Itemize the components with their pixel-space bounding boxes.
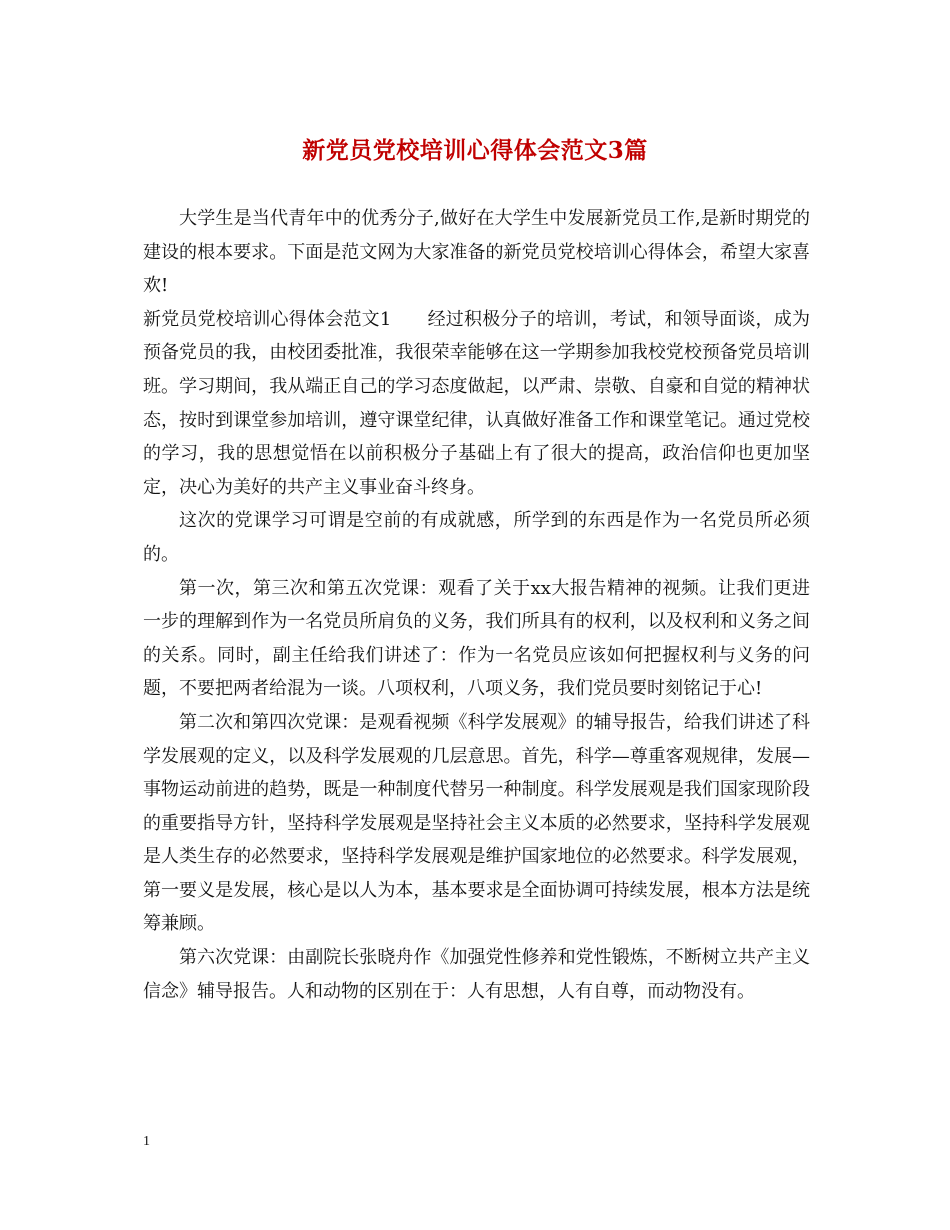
page-number: 1 [143, 1134, 150, 1149]
paragraph-2: 第一次，第三次和第五次党课：观看了关于xx大报告精神的视频。让我们更进一步的理解到作为一名党员所肩负的义务，我们所具有的权利，以及权利和义务之间的关系。同时，副主任给我们讲述了：作为一名党员应该如何把握权利与义务的问题，不要把两者给混为一谈。八项权利，八项义务，我们党员要时刻铭记于心! [143, 577, 810, 700]
paragraph-3: 第二次和第四次党课：是观看视频《科学发展观》的辅导报告，给我们讲述了科学发展观的定义，以及科学发展观的几层意思。首先，科学—尊重客观规律，发展—事物运动前进的趋势，既是一种制度代替另一种制度。科学发展观是我们国家现阶段的重要指导方针，坚持科学发展观是坚持社会主义本质的必然要求，坚持科学发展观是人类生存的必然要求，坚持科学发展观是维护国家地位的必然要求。科学发展观，第一要义是发展，核心是以人为本，基本要求是全面协调可持续发展，根本方法是统筹兼顾。 [143, 711, 810, 935]
paragraph-1: 这次的党课学习可谓是空前的有成就感，所学到的东西是作为一名党员所必须的。 [143, 510, 810, 565]
section-1-text: 经过积极分子的培训，考试，和领导面谈，成为预备党员的我，由校团委批准，我很荣幸能够在这一学期参加我校党校预备党员培训班。学习期间，我从端正自己的学习态度做起，以严肃、崇敬、自豪和自觉的精神状态，按时到课堂参加培训，遵守课堂纪律，认真做好准备工作和课堂笔记。通过党校的学习，我的思想觉悟在以前积极分子基础上有了很大的提高，政治信仰也更加坚定，决心为美好的共产主义事业奋斗终身。 [143, 308, 811, 498]
document-body [143, 202, 810, 1008]
intro-paragraph: 大学生是当代青年中的优秀分子,做好在大学生中发展新党员工作,是新时期党的建设的根本要求。下面是范文网为大家准备的新党员党校培训心得体会，希望大家喜欢! [143, 208, 810, 297]
document-title: 新党员党校培训心得体会范文3篇 [302, 137, 648, 164]
section-1-heading: 新党员党校培训心得体会范文1 [143, 308, 392, 330]
section-1-paragraph [143, 303, 810, 505]
paragraph-4: 第六次党课：由副院长张晓舟作《加强党性修养和党性锻炼，不断树立共产主义信念》辅导报告。人和动物的区别在于：人有思想，人有自尊，而动物没有。 [143, 947, 810, 1002]
